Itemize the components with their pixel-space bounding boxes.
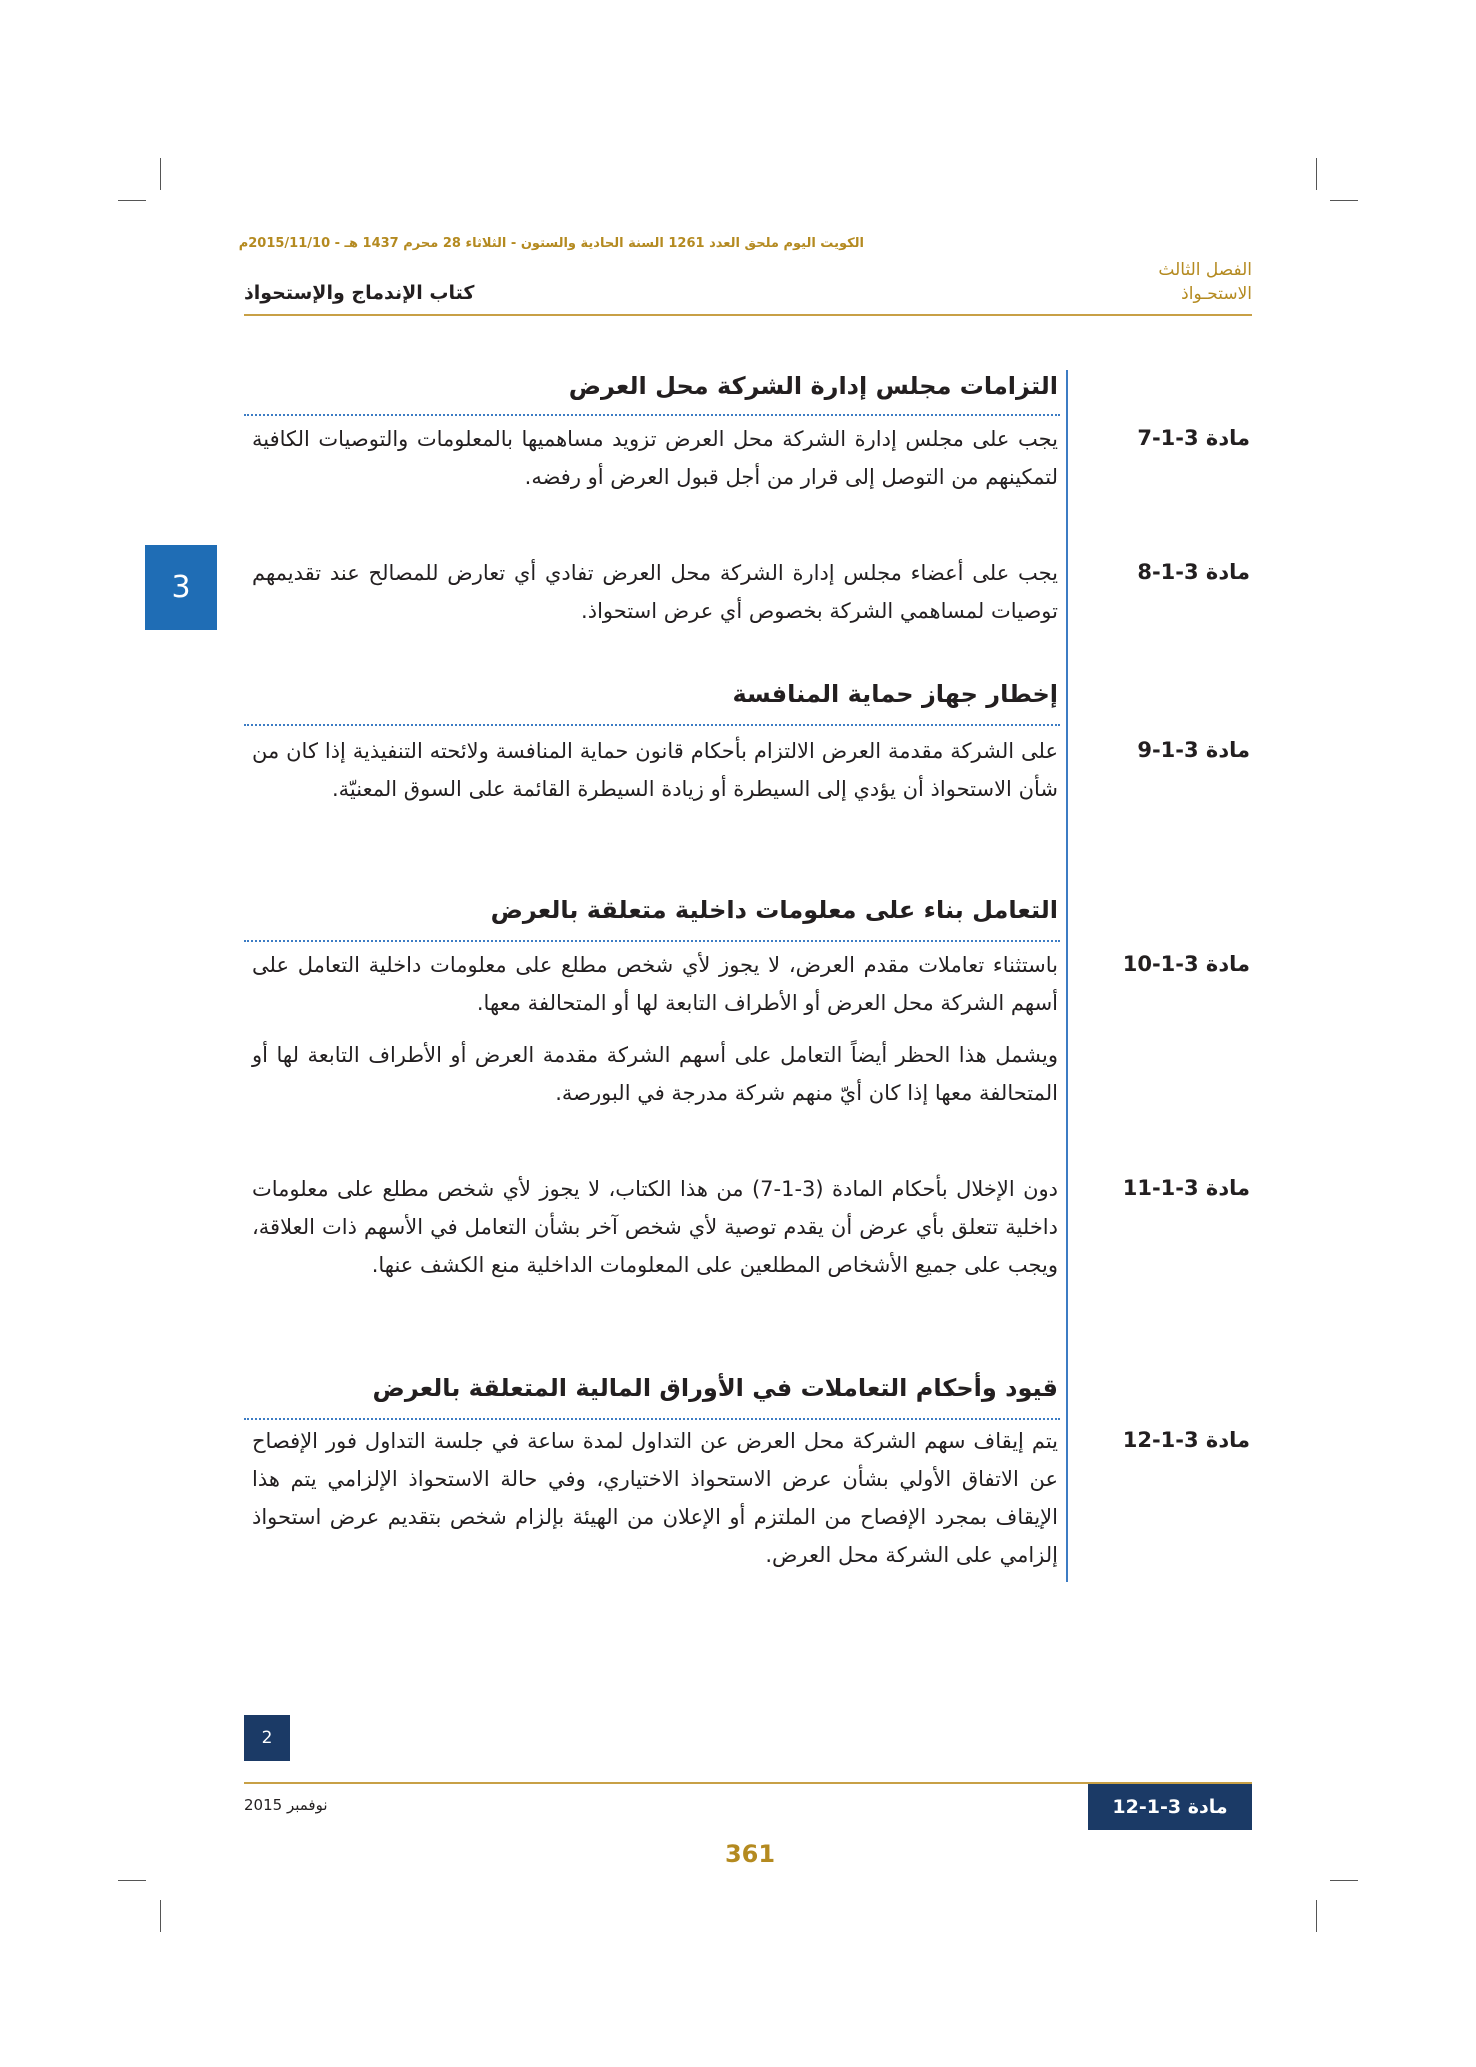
- book-title: كتاب الإندماج والإستحواذ: [244, 282, 475, 304]
- article-number: مادة 3-1-10: [1122, 952, 1250, 976]
- crop-mark: [1330, 200, 1358, 201]
- article-paragraph: يجب على أعضاء مجلس إدارة الشركة محل العرض تفادي أي تعارض للمصالح عند تقديمهم توصيات لمساهمي الشركة بخصوص أي عرض استحواذ.: [252, 561, 1058, 623]
- section-divider: [244, 414, 1060, 416]
- chapter-side-tab: 3: [145, 545, 217, 630]
- page-number: 361: [724, 1840, 776, 1868]
- chapter-subject: الاستحـواذ: [1181, 284, 1252, 304]
- crop-mark: [118, 1880, 146, 1881]
- content-vertical-rule: [1066, 370, 1068, 1582]
- article-number: مادة 3-1-8: [1137, 560, 1250, 584]
- article-number: مادة 3-1-9: [1137, 738, 1250, 762]
- chapter-label: الفصل الثالث: [1158, 260, 1252, 280]
- section-title: إخطار جهاز حماية المنافسة: [732, 680, 1058, 708]
- crop-mark: [1316, 158, 1317, 190]
- crop-mark: [1316, 1900, 1317, 1932]
- section-page-box: 2: [244, 1715, 290, 1761]
- section-divider: [244, 1418, 1060, 1420]
- article-number: مادة 3-1-7: [1137, 426, 1250, 450]
- article-paragraph: يتم إيقاف سهم الشركة محل العرض عن التداول لمدة ساعة في جلسة التداول فور الإفصاح عن الاتفاق الأولي بشأن عرض الاستحواذ الاختياري، وفي حالة الاستحواذ الإلزامي يتم هذا الإيقاف بمجرد الإفصاح من الملتزم أو الإعلان من الهيئة بإلزام شخص بتقديم عرض استحواذ إلزامي على الشركة محل العرض.: [252, 1429, 1058, 1567]
- crop-mark: [118, 200, 146, 201]
- section-divider: [244, 724, 1060, 726]
- header-divider: [244, 314, 1252, 316]
- article-paragraph: يجب على مجلس إدارة الشركة محل العرض تزويد مساهميها بالمعلومات والتوصيات الكافية لتمكينهم من التوصل إلى قرار من أجل قبول العرض أو رفضه.: [252, 427, 1058, 489]
- crop-mark: [160, 158, 161, 190]
- section-title: التزامات مجلس إدارة الشركة محل العرض: [568, 372, 1058, 400]
- crop-mark: [160, 1900, 161, 1932]
- crop-mark: [1330, 1880, 1358, 1881]
- article-number: مادة 3-1-12: [1122, 1428, 1250, 1452]
- section-title: التعامل بناء على معلومات داخلية متعلقة بالعرض: [490, 896, 1058, 924]
- article-number: مادة 3-1-11: [1122, 1176, 1250, 1200]
- article-paragraph: دون الإخلال بأحكام المادة (3-1-7) من هذا الكتاب، لا يجوز لأي شخص مطلع على معلومات داخلية تتعلق بأي عرض أن يقدم توصية لأي شخص آخر بشأن التعامل في الأسهم ذات العلاقة، ويجب على جميع الأشخاص المطلعين على المعلومات الداخلية منع الكشف عنها.: [252, 1177, 1058, 1277]
- article-paragraph: باستثناء تعاملات مقدم العرض، لا يجوز لأي شخص مطلع على معلومات داخلية التعامل على أسهم الشركة محل العرض أو الأطراف التابعة لها أو المتحالفة معها.: [252, 953, 1058, 1015]
- gazette-reference: الكويت اليوم ملحق العدد 1261 السنة الحادية والستون - الثلاثاء 28 محرم 1437 هـ - 2015/11/10م: [238, 236, 864, 251]
- footer-date: نوفمبر 2015: [244, 1796, 328, 1814]
- section-divider: [244, 940, 1060, 942]
- article-paragraph: ويشمل هذا الحظر أيضاً التعامل على أسهم الشركة مقدمة العرض أو الأطراف التابعة لها أو المتحالفة معها إذا كان أيّ منهم شركة مدرجة في البورصة.: [252, 1043, 1058, 1105]
- chapter-heading: [1158, 258, 1252, 306]
- article-paragraph: على الشركة مقدمة العرض الالتزام بأحكام قانون حماية المنافسة ولائحته التنفيذية إذا كان من شأن الاستحواذ أن يؤدي إلى السيطرة أو زيادة السيطرة القائمة على السوق المعنيّة.: [252, 739, 1058, 801]
- footer-article-tag: مادة 3-1-12: [1088, 1784, 1252, 1830]
- section-title: قيود وأحكام التعاملات في الأوراق المالية المتعلقة بالعرض: [372, 1374, 1058, 1402]
